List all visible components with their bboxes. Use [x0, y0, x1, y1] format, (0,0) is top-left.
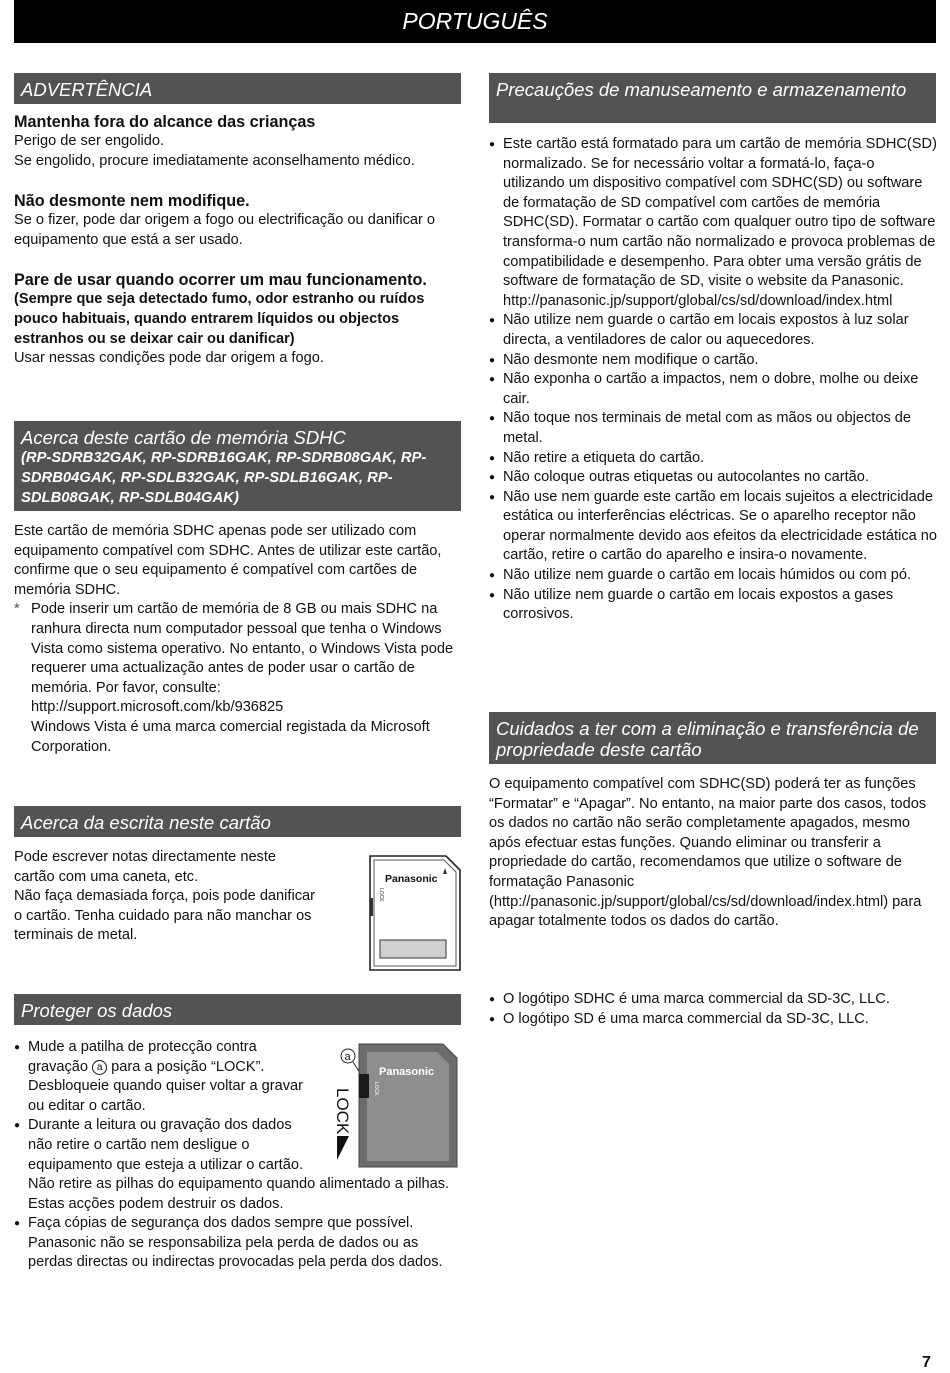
precautions-heading-text: Precauções de manuseamento e armazenamento	[496, 79, 907, 100]
warning-text: Se engolido, procure imediatamente aconselhamento médico.	[14, 152, 415, 169]
warning-text: Se o fizer, pode dar origem a fogo ou electrificação ou danificar o equipamento que está a ser usado.	[14, 212, 436, 248]
protect-item-cont: Não retire as pilhas do equipamento quando alimentado a pilhas. Estas acções podem destruir os dados.	[28, 1176, 450, 1212]
trademark-item: ● O logótipo SDHC é uma marca commercial da SD-3C, LLC.	[489, 990, 936, 1010]
precaution-item: ● Não exponha o cartão a impactos, nem o dobre, molhe ou deixe cair.	[489, 370, 937, 409]
card-lock-label: LOCK	[378, 888, 384, 902]
protect-item: ● Faça cópias de segurança dos dados sempre que possível. Panasonic não se responsabiliza pela perda de dados ou as perdas directas ou indirectas provocadas pela perda dos dados.	[14, 1214, 461, 1273]
about-card-heading	[14, 421, 461, 511]
warning-bold-note: (Sempre que seja detectado fumo, odor estranho ou ruídos pouco habituais, quando entrarem líquidos ou objectos estranhos ou se deixar cair ou danificar)	[14, 291, 425, 347]
disposal-heading-text: Cuidados a ter com a eliminação e transferência de propriedade deste cartão	[496, 718, 919, 760]
note-text: Pode inserir um cartão de memória de 8 GB ou mais SDHC na ranhura directa num computador pessoal que tenha o Windows Vista como sistema operativo. No entanto, o Windows Vista pode requerer uma actualização antes de poder usar o cartão de memória. Por favor, consulte:	[31, 601, 454, 696]
protect-item	[14, 1038, 320, 1116]
page-number: 7	[922, 1354, 931, 1371]
about-card-note	[14, 600, 461, 757]
card-brand-label: Panasonic	[385, 873, 438, 885]
protect-section	[14, 1038, 320, 1175]
disposal-section	[489, 775, 936, 932]
protect-heading-text: Proteger os dados	[21, 1000, 173, 1021]
about-card-section	[14, 522, 461, 757]
note-text: Windows Vista é uma marca comercial registada da Microsoft Corporation.	[31, 718, 430, 755]
about-card-heading-text: Acerca deste cartão de memória SDHC	[21, 427, 346, 448]
model-list: (RP-SDRB32GAK, RP-SDRB16GAK, RP-SDRB08GAK, RP-SDRB04GAK, RP-SDLB32GAK, RP-SDLB16GAK, RP-SDLB08GAK, RP-SDLB04GAK)	[21, 450, 427, 506]
precaution-item: ● Não desmonte nem modifique o cartão.	[489, 351, 937, 371]
warning-heading	[14, 73, 461, 104]
disposal-text: O equipamento compatível com SDHC(SD) poderá ter as funções “Formatar” e “Apagar”. No entanto, na maior parte dos casos, todos os dados no cartão não serão completamente apagados, mesmo após efectuar estas funções. Quando eliminar ou transferir a propriedade do cartão, recomendamos que utilize o software de formatação Panasonic (http://panasonic.jp/support/global/cs/sd/download/index.html) para apagar totalmente todos os dados do cartão.	[489, 776, 927, 930]
protect-item-text: Mude a patilha de protecção contra gravação	[28, 1039, 257, 1075]
lock-label: LOCK	[333, 1088, 352, 1135]
writing-text: Não faça demasiada força, pois pode danificar o cartão. Tenha cuidado para não manchar os terminais de metal.	[14, 888, 315, 944]
page-title: PORTUGUÊS	[14, 0, 936, 43]
warning-heading-text: ADVERTÊNCIA	[21, 79, 153, 100]
callout-a-icon: a	[92, 1060, 107, 1075]
precaution-item: ● Não utilize nem guarde o cartão em locais húmidos ou com pó.	[489, 566, 937, 586]
precaution-item: ● Não retire a etiqueta do cartão.	[489, 449, 937, 469]
writing-text: Pode escrever notas directamente neste cartão com uma caneta, etc.	[14, 849, 277, 885]
precautions-section	[489, 135, 937, 625]
writing-heading-text: Acerca da escrita neste cartão	[21, 812, 271, 833]
warning-text: Usar nessas condições pode dar origem a fogo.	[14, 350, 324, 367]
warning-text: Perigo de ser engolido.	[14, 133, 165, 149]
note-asterisk: *	[14, 601, 20, 618]
precautions-heading	[489, 73, 936, 123]
warning-title-3: Pare de usar quando ocorrer um mau funcionamento.	[14, 271, 427, 290]
precaution-item: ● Não utilize nem guarde o cartão em locais expostos à luz solar directa, a ventiladores de calor ou aquecedores.	[489, 311, 937, 350]
note-url: http://support.microsoft.com/kb/936825	[31, 699, 284, 716]
disposal-heading	[489, 712, 936, 764]
warning-section	[14, 112, 461, 369]
protect-item: ● Durante a leitura ou gravação dos dados não retire o cartão nem desligue o equipamento que esteja a utilizar o cartão.	[14, 1116, 320, 1175]
protect-heading	[14, 994, 461, 1025]
trademarks-section	[489, 990, 936, 1029]
about-card-intro: Este cartão de memória SDHC apenas pode ser utilizado com equipamento compatível com SDHC. Antes de utilizar este cartão, confirme que o seu equipamento é compatível com cartões de memória SDHC.	[14, 523, 442, 598]
precaution-item: ● Não toque nos terminais de metal com as mãos ou objectos de metal.	[489, 409, 937, 448]
warning-title-1: Mantenha fora do alcance das crianças	[14, 113, 316, 131]
protect-item-text: para a posição “LOCK”. Desbloqueie quando quiser voltar a gravar ou editar o cartão.	[28, 1058, 304, 1114]
precaution-item: ● Não coloque outras etiquetas ou autocolantes no cartão.	[489, 468, 937, 488]
precautions-list	[489, 135, 937, 625]
precaution-item: ● Este cartão está formatado para um cartão de memória SDHC(SD) normalizado. Se for necessário voltar a formatá-lo, faça-o utilizando um dispositivo compatível com SDHC(SD) ou software de formatação de SD compatível com cartões de memória SDHC(SD). Formatar o cartão com qualquer outro tipo de software transforma-o num cartão não normalizado e provoca problemas de compatibilidade e desempenho. Para obter uma versão grátis de software de formatação de SD, visite o website da Panasonic. http://panasonic.jp/support/global/cs/sd/download/index.html	[489, 135, 937, 311]
card-lock-small-label: LOCK	[373, 1082, 379, 1096]
card-brand-label: Panasonic	[379, 1066, 435, 1078]
protect-section-cont	[14, 1175, 461, 1273]
sd-card-lock-illustration	[333, 1040, 461, 1170]
callout-label: a	[344, 1051, 351, 1063]
sd-card-illustration	[368, 854, 462, 972]
precaution-item: ● Não utilize nem guarde o cartão em locais expostos a gases corrosivos.	[489, 586, 937, 625]
precaution-item: ● Não use nem guarde este cartão em locais sujeitos a electricidade estática ou interferências eléctricas. Se o aparelho receptor não operar normalmente devido aos efeitos da electricidade estática no cartão, retire o cartão do aparelho e insira-o novamente.	[489, 488, 937, 566]
warning-title-2: Não desmonte nem modifique.	[14, 192, 250, 211]
writing-section	[14, 848, 320, 946]
trademark-item: ● O logótipo SD é uma marca commercial da SD-3C, LLC.	[489, 1010, 936, 1030]
writing-heading	[14, 806, 461, 837]
